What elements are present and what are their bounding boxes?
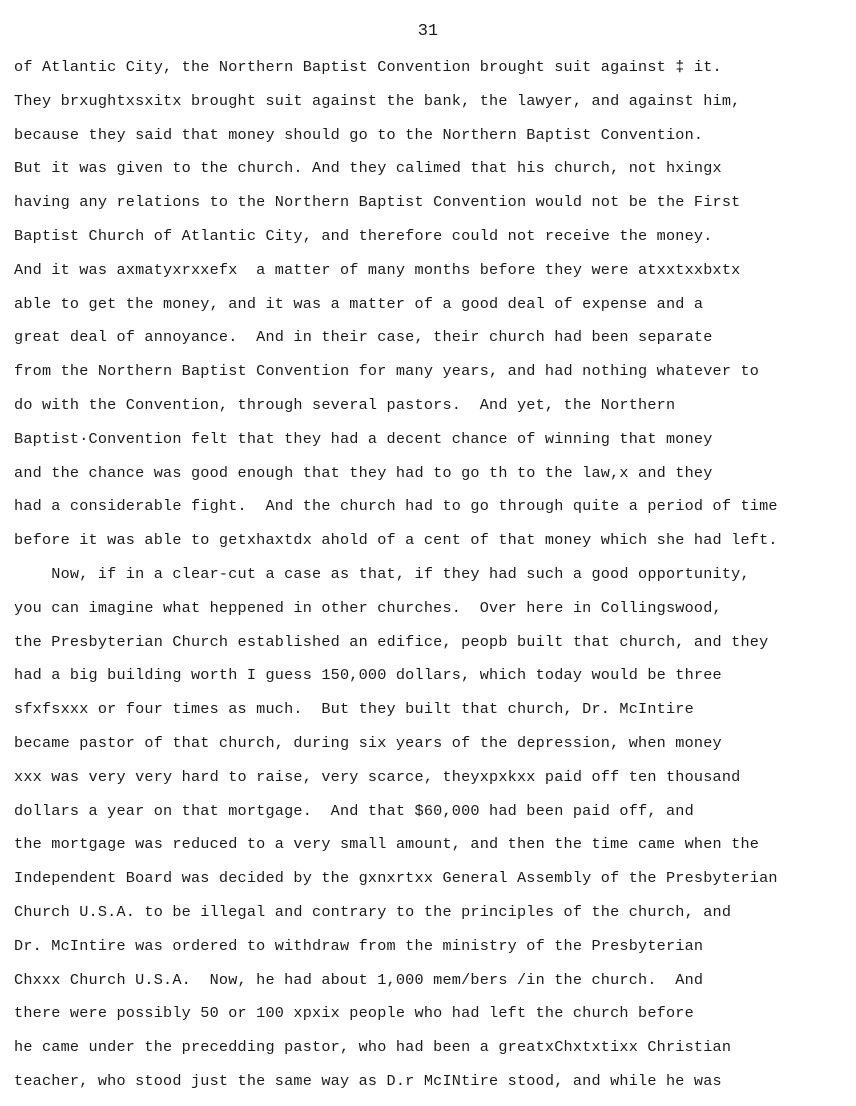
text-line: But it was given to the church. And they calimed that his church, not hxingx [14,159,722,178]
page-number: 31 [417,22,439,41]
text-line: teacher, who stood just the same way as D.r McINtire stood, and while he was [14,1071,722,1090]
text-line: became pastor of that church, during six years of the depression, when money [14,733,722,752]
body-text [14,55,850,1103]
text-line: he came under the precedding pastor, who had been a greatxChxtxtixx Christian [14,1038,732,1057]
text-line: Now, if in a clear-cut a case as that, if they had such a good opportunity, [14,564,750,583]
text-line: the Presbyterian Church established an edifice, peopb built that church, and they [14,632,769,651]
text-line: sfxfsxxx or four times as much. But they built that church, Dr. McIntire [14,700,694,719]
text-line: Baptist Church of Atlantic City, and therefore could not receive the money. [14,226,713,245]
text-line: before it was able to getxhaxtdx ahold of a cent of that money which she had left. [14,531,778,550]
text-line: had a considerable fight. And the church had to go through quite a period of time [14,497,778,516]
text-line: Chxxx Church U.S.A. Now, he had about 1,000 mem/bers /in the church. And [14,970,704,989]
text-line: Baptist·Convention felt that they had a decent chance of winning that money [14,429,713,448]
text-line: do with the Convention, through several pastors. And yet, the Northern [14,395,676,414]
text-line: having any relations to the Northern Baptist Convention would not be the First [14,193,741,212]
text-line: able to get the money, and it was a matter of a good deal of expense and a [14,294,704,313]
text-line: had a big building worth I guess 150,000 dollars, which today would be three [14,666,722,685]
text-line: of Atlantic City, the Northern Baptist Convention brought suit against ‡ it. [14,58,722,76]
text-line: from the Northern Baptist Convention for many years, and had nothing whatever to [14,362,760,381]
text-line: Dr. McIntire was ordered to withdraw from the ministry of the Presbyterian [14,936,704,955]
text-line: They brxughtxsxitx brought suit against the bank, the lawyer, and against him, [14,91,741,110]
text-line: there were possibly 50 or 100 xpxix people who had left the church before [14,1004,694,1023]
text-line: you can imagine what heppened in other churches. Over here in Collingswood, [14,598,722,617]
text-line: dollars a year on that mortgage. And that $60,000 had been paid off, and [14,801,694,820]
text-line: and the chance was good enough that they had to go th to the law,x and they [14,463,713,482]
text-line: Church U.S.A. to be illegal and contrary to the principles of the church, and [14,902,732,921]
text-line: Independent Board was decided by the gxnxrtxx General Assembly of the Presbyterian [14,869,778,888]
text-line: great deal of annoyance. And in their case, their church had been separate [14,328,713,347]
text-line: xxx was very very hard to raise, very scarce, theyxpxkxx paid off ten thousand [14,767,741,786]
text-line: And it was axmatyxrxxefx a matter of many months before they were atxxtxxbxtx [14,260,741,279]
text-line: because they said that money should go to the Northern Baptist Convention. [14,125,704,144]
text-line: the mortgage was reduced to a very small amount, and then the time came when the [14,835,760,854]
